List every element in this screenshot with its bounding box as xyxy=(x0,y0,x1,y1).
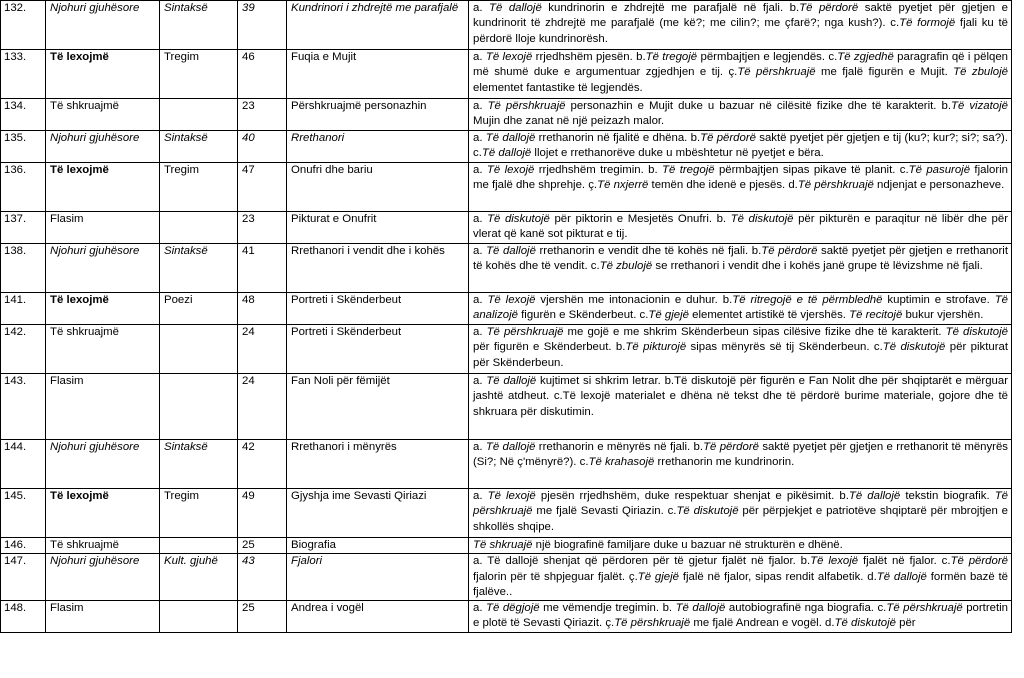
hour-number-cell: 23 xyxy=(238,212,287,244)
table-row xyxy=(1,244,1012,293)
table-row xyxy=(1,131,1012,163)
objective-text: a. xyxy=(473,602,487,615)
genre-cell xyxy=(160,601,238,633)
objectives-cell xyxy=(469,325,1012,374)
objectives-cell xyxy=(469,293,1012,325)
objective-verb: Të diskutojë xyxy=(882,341,946,354)
objective-text: a. xyxy=(473,2,490,14)
hour-number-cell: 48 xyxy=(238,293,287,325)
objective-verb: Të dallojë xyxy=(485,441,536,453)
objectives-cell xyxy=(469,212,1012,244)
table-row xyxy=(1,554,1012,601)
objective-verb: Të lexojë xyxy=(487,490,536,502)
objective-text: fjalorin me fjalë dhe shprehje. ç. xyxy=(473,164,1008,192)
objective-text: figurën e Skënderbeut. c. xyxy=(517,309,649,322)
learning-area-cell: Të lexojmë xyxy=(46,489,160,538)
objectives-cell xyxy=(469,538,1012,554)
objective-text: saktë pyetjet për gjetjen e kundrinorit të zhdrejtë me parafjalë (me kë?; me cilin?; me çfarë?; nga kush?). c. xyxy=(473,2,1008,30)
learning-area-cell: Njohuri gjuhësore xyxy=(46,244,160,293)
learning-area-cell: Të lexojmë xyxy=(46,163,160,212)
genre-cell: Tregim xyxy=(160,489,238,538)
objective-verb: Të dallojë xyxy=(876,570,927,583)
objective-verb: Të diskutojë xyxy=(730,213,794,225)
objective-text: a. xyxy=(473,441,486,453)
learning-area-cell: Njohuri gjuhësore xyxy=(46,440,160,489)
lesson-number-cell: 143. xyxy=(1,374,46,440)
objective-verb: Të krahasojë xyxy=(588,456,655,469)
objective-text: a. xyxy=(473,490,488,502)
objective-text: portretin e plotë të Sevasti Qiriazit. ç. xyxy=(473,602,1009,630)
objectives-cell xyxy=(469,1,1012,50)
table-row xyxy=(1,440,1012,489)
table-row xyxy=(1,163,1012,212)
objective-text: a. xyxy=(473,100,488,112)
objective-verb: Të përshkruajë xyxy=(614,617,691,630)
objective-verb: Të përdorë xyxy=(761,245,818,257)
genre-cell: Sintaksë xyxy=(160,131,238,163)
objective-text: vjershën me intonacionin e duhur. b. xyxy=(535,294,733,306)
topic-cell: Portreti i Skënderbeut xyxy=(287,325,469,374)
objective-verb: Të vizatojë xyxy=(951,100,1008,112)
learning-area-cell: Njohuri gjuhësore xyxy=(46,1,160,50)
hour-number-cell: 46 xyxy=(238,50,287,99)
lesson-number-cell: 146. xyxy=(1,538,46,554)
topic-cell: Fuqia e Mujit xyxy=(287,50,469,99)
objective-text: llojet e rrethanorëve duke u mbështetur në pyetjet e bëra. xyxy=(531,147,824,160)
topic-cell: Përshkruajmë personazhin xyxy=(287,99,469,131)
topic-cell: Kundrinori i zhdrejtë me parafjalë xyxy=(287,1,469,50)
objective-text: për pikturat për Skënderbeun. xyxy=(473,341,1008,369)
objective-verb: Të dallojë xyxy=(848,490,901,502)
objective-text: kuptimin e strofave. xyxy=(882,294,995,306)
topic-cell: Onufri dhe bariu xyxy=(287,163,469,212)
objectives-cell xyxy=(469,374,1012,440)
objective-text: formën bazë të fjalëve.. xyxy=(473,570,1009,598)
objective-text: se rrethanori i vendit dhe i kohës janë grupe të lëvizshme në fjali. xyxy=(652,260,983,273)
lesson-number-cell: 138. xyxy=(1,244,46,293)
objectives-cell xyxy=(469,601,1012,633)
objective-text: fjalorin për të shpjeguar fjalët. ç. xyxy=(473,570,638,583)
objective-text: bukur vjershën. xyxy=(902,309,984,322)
objective-text: me fjalë Sevasti Qiriazin. c. xyxy=(532,505,677,518)
lesson-number-cell: 145. xyxy=(1,489,46,538)
objective-text: a. xyxy=(473,375,487,387)
objective-text: me fjalë Andrean e vogël. d. xyxy=(690,617,835,630)
objective-text: kujtimet si shkrim letrar. b.Të diskutojë për figurën e Fan Nolit dhe për shqiptarët e mërguar jashtë atdheut. c.Të lexojë materialet e dhëna në tekst dhe të përdorë burime materiale, gojore dhe të shkruara për diskutimin. xyxy=(473,375,1008,418)
objective-verb: Të analizojë xyxy=(473,294,1008,322)
objective-verb: Të diskutojë xyxy=(487,213,550,225)
topic-cell: Andrea i vogël xyxy=(287,601,469,633)
genre-cell xyxy=(160,325,238,374)
genre-cell xyxy=(160,212,238,244)
objective-text: a. xyxy=(473,51,486,63)
hour-number-cell: 43 xyxy=(238,554,287,601)
objective-text: për përpjekjet e patriotëve shqiptarë për mbrojtjen e shkollës shqipe. xyxy=(473,505,1008,533)
objectives-cell xyxy=(469,99,1012,131)
objective-verb: Të dallojë xyxy=(486,375,537,387)
objective-verb: Të zbulojë xyxy=(599,260,653,273)
objective-verb: Të përdorë xyxy=(700,132,756,144)
objective-verb: Të nxjerrë xyxy=(597,179,649,192)
learning-area-cell: Njohuri gjuhësore xyxy=(46,131,160,163)
hour-number-cell: 25 xyxy=(238,538,287,554)
objective-text: përmbajtjen e legjendës. c. xyxy=(697,51,838,63)
topic-cell: Pikturat e Onufrit xyxy=(287,212,469,244)
hour-number-cell: 49 xyxy=(238,489,287,538)
learning-area-cell: Të shkruajmë xyxy=(46,538,160,554)
objective-verb: Të pasurojë xyxy=(908,164,971,176)
table-row xyxy=(1,1,1012,50)
objective-verb: Të ritregojë e të përmbledhë xyxy=(732,294,883,306)
genre-cell: Sintaksë xyxy=(160,1,238,50)
objective-text: a. Të dallojë shenjat që përdoren për të gjetur fjalët në fjalor. b. xyxy=(473,555,811,568)
objective-text: rrethanorin në fjalitë e dhëna. b. xyxy=(535,132,701,144)
learning-area-cell: Flasim xyxy=(46,212,160,244)
objective-text: pjesën rrjedhshëm, duke respektuar shenjat e pikësimit. b. xyxy=(535,490,849,502)
objective-text: a. xyxy=(473,213,488,225)
learning-area-cell: Flasim xyxy=(46,601,160,633)
objective-text: fjalët në fjalor. c. xyxy=(858,555,951,568)
objective-text: elementet artistikë të vjershës. xyxy=(688,309,850,322)
genre-cell xyxy=(160,538,238,554)
hour-number-cell: 42 xyxy=(238,440,287,489)
hour-number-cell: 24 xyxy=(238,325,287,374)
objective-verb: Të tregojë xyxy=(662,164,715,176)
lesson-number-cell: 137. xyxy=(1,212,46,244)
learning-area-cell: Flasim xyxy=(46,374,160,440)
topic-cell: Portreti i Skënderbeut xyxy=(287,293,469,325)
table-row xyxy=(1,489,1012,538)
learning-area-cell: Të shkruajmë xyxy=(46,99,160,131)
objective-verb: Të lexojë xyxy=(485,51,533,63)
hour-number-cell: 25 xyxy=(238,601,287,633)
learning-area-cell: Njohuri gjuhësore xyxy=(46,554,160,601)
objective-verb: Të gjejë xyxy=(637,570,679,583)
objective-text: Mujin dhe zanat në një peizazh malor. xyxy=(473,115,665,128)
objective-verb: Të shkruajë xyxy=(473,539,533,551)
objective-text: për figurën e Skënderbeut. b. xyxy=(473,341,626,354)
lesson-number-cell: 133. xyxy=(1,50,46,99)
topic-cell: Fjalori xyxy=(287,554,469,601)
objective-text: kundrinorin e zhdrejtë me parafjalë në fjali. b. xyxy=(541,2,800,14)
objective-verb: Të recitojë xyxy=(849,309,903,322)
lesson-number-cell: 142. xyxy=(1,325,46,374)
topic-cell: Gjyshja ime Sevasti Qiriazi xyxy=(287,489,469,538)
objectives-cell xyxy=(469,131,1012,163)
genre-cell: Sintaksë xyxy=(160,440,238,489)
table-row xyxy=(1,212,1012,244)
objective-verb: Të përshkruajë xyxy=(797,179,874,192)
objective-verb: Të përshkruajë xyxy=(737,66,816,79)
objective-text: autobiografinë nga biografia. c. xyxy=(725,602,887,615)
objective-text: rrethanorin e mënyrës në fjali. b. xyxy=(535,441,704,453)
objectives-cell xyxy=(469,554,1012,601)
objective-verb: Të formojë xyxy=(899,17,956,30)
objective-text: me vëmendje tregimin. b. xyxy=(539,602,676,615)
table-row xyxy=(1,538,1012,554)
hour-number-cell: 41 xyxy=(238,244,287,293)
objective-verb: Të zgjedhë xyxy=(837,51,894,63)
objective-text: tekstin biografik. xyxy=(900,490,995,502)
genre-cell xyxy=(160,99,238,131)
genre-cell: Tregim xyxy=(160,50,238,99)
objective-text: përmbajtjen sipas pikave të planit. c. xyxy=(714,164,909,176)
hour-number-cell: 47 xyxy=(238,163,287,212)
objectives-cell xyxy=(469,440,1012,489)
objective-text: sipas mënyrës së tij Skënderbeun. c. xyxy=(686,341,883,354)
objective-text: a. xyxy=(473,245,487,257)
hour-number-cell: 24 xyxy=(238,374,287,440)
table-row xyxy=(1,99,1012,131)
objective-verb: Të lexojë xyxy=(487,294,536,306)
objective-text: a. xyxy=(473,132,486,144)
objective-verb: Të përdorë xyxy=(703,441,759,453)
objective-verb: Të përshkruajë xyxy=(473,490,1009,518)
objective-text: për piktorin e Mesjetës Onufri. b. xyxy=(549,213,731,225)
objective-verb: Të dallojë xyxy=(489,2,542,14)
table-row xyxy=(1,374,1012,440)
objective-verb: Të përshkruajë xyxy=(886,602,963,615)
genre-cell xyxy=(160,374,238,440)
genre-cell: Sintaksë xyxy=(160,244,238,293)
objective-verb: Të përshkruajë xyxy=(487,100,566,112)
objective-text: saktë pyetjet për gjetjen e rrethanorit të kohës dhe të vendit. c. xyxy=(473,245,1008,273)
lesson-number-cell: 148. xyxy=(1,601,46,633)
objective-verb: Të pikturojë xyxy=(625,341,687,354)
objective-verb: Të dallojë xyxy=(675,602,726,615)
objective-verb: Të përdorë xyxy=(950,555,1008,568)
objective-verb: Të përdorë xyxy=(799,2,859,14)
objective-text: paragrafin që i pëlqen më shumë duke e argumentuar zgjedhjen e tij. ç. xyxy=(473,51,1008,79)
objective-text: saktë pyetjet për gjetjen e tij (ku?; kur?; si?; sa?). c. xyxy=(473,132,1009,160)
topic-cell: Fan Noli për fëmijët xyxy=(287,374,469,440)
hour-number-cell: 39 xyxy=(238,1,287,50)
topic-cell: Rrethanori xyxy=(287,131,469,163)
lesson-number-cell: 134. xyxy=(1,99,46,131)
objective-text: rrjedhshëm pjesën. b. xyxy=(532,51,646,63)
objective-text: elementet fantastike të legjendës. xyxy=(473,81,643,94)
objectives-cell xyxy=(469,50,1012,99)
objective-text: rrethanorin me kundrinorin. xyxy=(654,456,795,469)
objective-verb: Të dallojë xyxy=(486,245,536,257)
objective-text: personazhin e Mujit duke u bazuar në cilësitë fizike dhe të karakterit. b. xyxy=(565,100,951,112)
objective-verb: Të diskutojë xyxy=(834,617,896,630)
learning-area-cell: Të shkruajmë xyxy=(46,325,160,374)
objective-text: për pikturën e paraqitur në libër dhe për vlerat që kanë sot pikturat e tij. xyxy=(473,213,1008,241)
learning-area-cell: Të lexojmë xyxy=(46,293,160,325)
lesson-number-cell: 141. xyxy=(1,293,46,325)
curriculum-table-body xyxy=(1,1,1012,633)
objective-verb: Të dallojë xyxy=(485,132,536,144)
topic-cell: Biografia xyxy=(287,538,469,554)
objective-text: me gojë e me shkrim Skënderbeun sipas cilësive fizike dhe të karakterit. xyxy=(563,326,946,338)
objective-verb: Të lexojë xyxy=(810,555,859,568)
objective-text: fjalë në fjalor, sipas rendit alfabetik. d. xyxy=(679,570,877,583)
genre-cell: Tregim xyxy=(160,163,238,212)
objective-verb: Të dëgjojë xyxy=(486,602,540,615)
objective-verb: Të zbulojë xyxy=(953,66,1008,79)
objective-verb: Të lexojë xyxy=(486,164,535,176)
objective-verb: Të diskutojë xyxy=(676,505,739,518)
objective-text: për xyxy=(895,617,916,630)
lesson-number-cell: 136. xyxy=(1,163,46,212)
objectives-cell xyxy=(469,489,1012,538)
objective-text: a. xyxy=(473,326,487,338)
objective-verb: Të diskutojë xyxy=(945,326,1008,338)
objective-text: me fjalë figurën e Mujit. xyxy=(815,66,954,79)
objective-text: rrethanorin e vendit dhe të kohës në fjali. b. xyxy=(535,245,762,257)
objective-text: rrjedhshëm tregimin. b. xyxy=(534,164,663,176)
table-row xyxy=(1,601,1012,633)
hour-number-cell: 23 xyxy=(238,99,287,131)
objective-verb: Të tregojë xyxy=(645,51,698,63)
lesson-number-cell: 147. xyxy=(1,554,46,601)
genre-cell: Kult. gjuhë xyxy=(160,554,238,601)
objectives-cell xyxy=(469,244,1012,293)
objective-text: saktë pyetjet për gjetjen e rrethanorit të mënyrës (Si?; Në ç'mënyrë?). c. xyxy=(473,441,1009,469)
table-row xyxy=(1,293,1012,325)
objective-verb: Të dallojë xyxy=(481,147,532,160)
hour-number-cell: 40 xyxy=(238,131,287,163)
lesson-number-cell: 135. xyxy=(1,131,46,163)
objective-text: një biografinë familjare duke u bazuar në strukturën e dhënë. xyxy=(532,539,843,551)
objective-text: fjali ku të përdorë lloje kundrinorësh. xyxy=(473,17,1008,45)
learning-area-cell: Të lexojmë xyxy=(46,50,160,99)
objective-text: ndjenjat e personazheve. xyxy=(873,179,1005,192)
objective-text: a. xyxy=(473,164,487,176)
objective-text: temën dhe idenë e pjesës. d. xyxy=(648,179,798,192)
topic-cell: Rrethanori i vendit dhe i kohës xyxy=(287,244,469,293)
genre-cell: Poezi xyxy=(160,293,238,325)
objective-text: a. xyxy=(473,294,488,306)
lesson-number-cell: 144. xyxy=(1,440,46,489)
table-row xyxy=(1,325,1012,374)
objective-verb: Të përshkruajë xyxy=(486,326,564,338)
table-row xyxy=(1,50,1012,99)
lesson-number-cell: 132. xyxy=(1,1,46,50)
topic-cell: Rrethanori i mënyrës xyxy=(287,440,469,489)
objective-verb: Të gjejë xyxy=(648,309,689,322)
objectives-cell xyxy=(469,163,1012,212)
